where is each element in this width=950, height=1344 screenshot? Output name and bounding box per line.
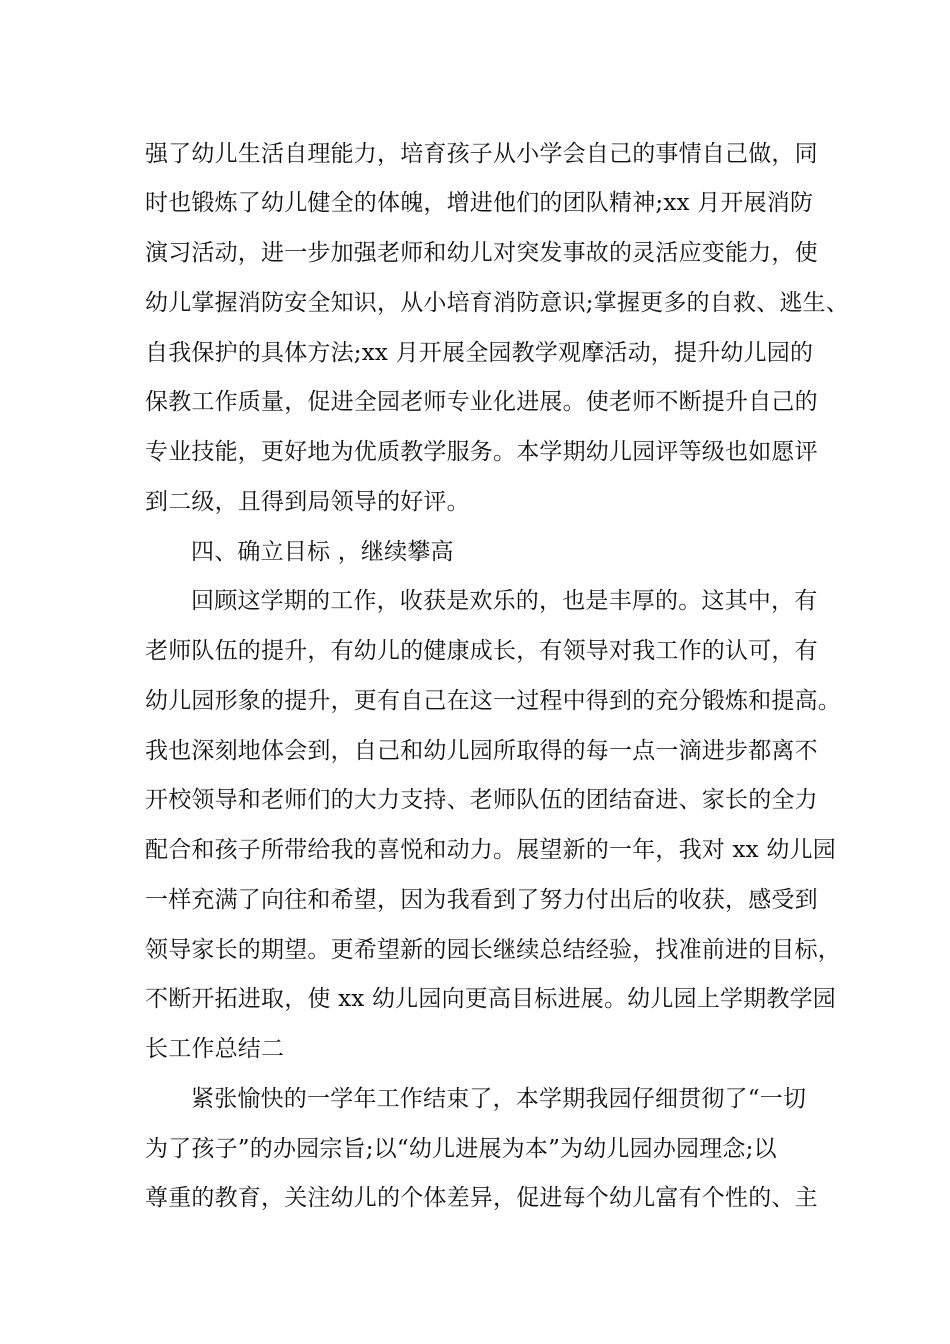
text-line: 保教工作质量，促进全园老师专业化进展。使老师不断提升自己的 [145,389,818,415]
text-line: 一样充满了向往和希望，因为我看到了努力付出后的收获，感受到 [145,887,818,913]
text-line: 强了幼儿生活自理能力，培育孩子从小学会自己的事情自己做，同 [145,141,818,167]
text-line: 老师队伍的提升，有幼儿的健康成长，有领导对我工作的认可，有 [145,638,818,664]
text-line: 尊重的教育，关注幼儿的个体差异，促进每个幼儿富有个性的、主 [145,1185,818,1211]
text-line: 紧张愉快的一学年工作结束了，本学期我园仔细贯彻了“一切 [191,1086,807,1112]
text-line: 到二级，且得到局领导的好评。 [145,489,470,515]
text-line: 长工作总结二 [145,1036,285,1062]
text-line: 我也深刻地体会到，自己和幼儿园所取得的每一点一滴进步都离不 [145,738,818,764]
text-line: 专业技能，更好地为优质教学服务。本学期幼儿园评等级也如愿评 [145,439,818,465]
text-line: 演习活动，进一步加强老师和幼儿对突发事故的灵活应变能力，使 [145,240,818,266]
text-line: 为了孩子”的办园宗旨;以“幼儿进展为本”为幼儿园办园理念;以 [145,1136,777,1162]
text-line: 幼儿掌握消防安全知识，从小培育消防意识;掌握更多的自救、逃生、 [145,290,849,316]
text-line: 配合和孩子所带给我的喜悦和动力。展望新的一年，我对 xx 幼儿园 [145,837,836,863]
text-line: 自我保护的具体方法;xx 月开展全园教学观摩活动，提升幼儿园的 [145,340,814,366]
text-line: 领导家长的期望。更希望新的园长继续总结经验，找准前进的目标， [145,937,841,963]
text-line: 不断开拓进取，使 xx 幼儿园向更高目标进展。幼儿园上学期教学园 [145,986,836,1012]
section-heading: 四、确立目标 ，继续攀高 [191,539,454,565]
text-line: 时也锻炼了幼儿健全的体魄，增进他们的团队精神;xx 月开展消防 [145,190,814,216]
text-line: 回顾这学期的工作，收获是欢乐的，也是丰厚的。这其中，有 [191,588,818,614]
text-line: 幼儿园形象的提升，更有自己在这一过程中得到的充分锻炼和提高。 [145,688,841,714]
text-line: 开校领导和老师们的大力支持、老师队伍的团结奋进、家长的全力 [145,787,818,813]
